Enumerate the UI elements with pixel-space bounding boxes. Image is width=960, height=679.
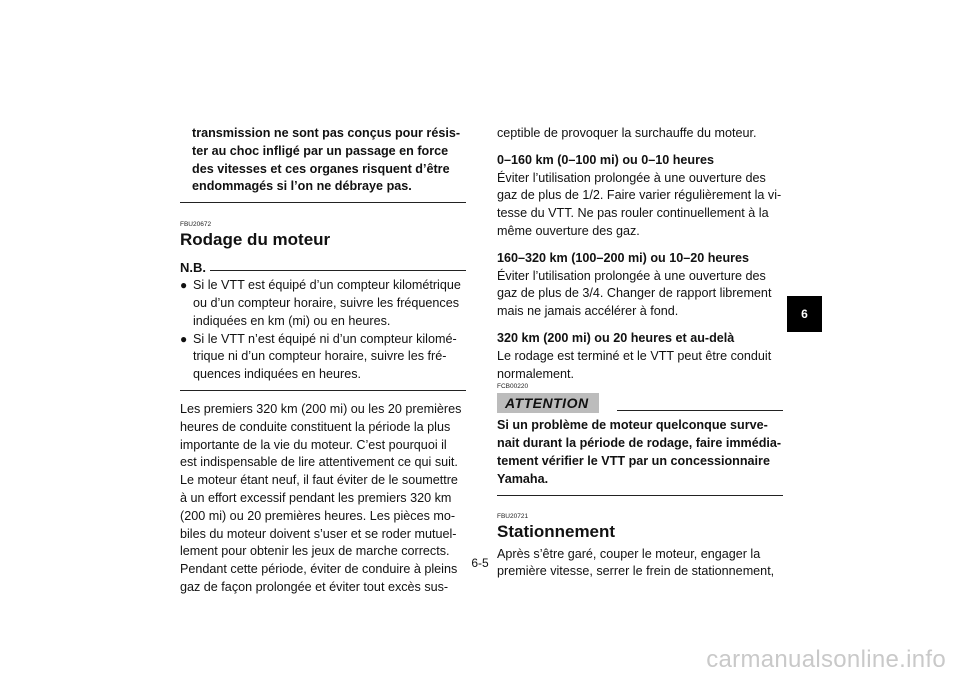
text-line: Si un problème de moteur quelconque surve- <box>497 418 768 433</box>
text-line: première vitesse, serrer le frein de stationnement, <box>497 564 775 579</box>
paragraph <box>497 348 783 384</box>
section-heading: Rodage du moteur <box>180 230 331 250</box>
text-line: ceptible de provoquer la surchauffe du moteur. <box>497 126 757 140</box>
chapter-tab: 6 <box>787 296 822 332</box>
text-line: tesse du VTT. Ne pas rouler continuellement à la <box>497 206 769 221</box>
page-number: 6-5 <box>471 556 489 570</box>
text-line: transmission ne sont pas conçus pour résis- <box>192 126 461 140</box>
note-end-rule <box>180 390 466 391</box>
text-line: ter au choc infligé par un passage en force <box>192 143 449 158</box>
text-line: importante de la vie du moteur. C’est pourquoi il <box>180 437 447 452</box>
text-line: lement pour obtenir les jeux de marche corrects. <box>180 544 450 559</box>
warning-continuation <box>180 125 466 196</box>
note-bullet-2 <box>180 331 466 384</box>
text-line: Les premiers 320 km (200 mi) ou les 20 premières <box>180 401 462 416</box>
attention-header <box>497 393 783 413</box>
attention-text <box>497 417 783 488</box>
text-line: trique ni d’un compteur horaire, suivre les fré- <box>193 349 447 364</box>
text-line: même ouverture des gaz. <box>497 223 640 238</box>
text-line: est indispensable de lire attentivement ce qui suit. <box>180 455 458 470</box>
text-line: normalement. <box>497 366 574 381</box>
text-line: tement vérifier le VTT par un concessionnaire <box>497 453 770 468</box>
text-line: Pendant cette période, éviter de conduire à pleins <box>180 562 458 577</box>
text-line: gaz de plus de 3/4. Changer de rapport librement <box>497 286 772 301</box>
subheading: 320 km (200 mi) ou 20 heures et au-delà <box>497 330 735 345</box>
text-line: Le rodage est terminé et le VTT peut être conduit <box>497 348 772 363</box>
text-line: gaz de façon prolongée et éviter tout excès sus- <box>180 579 449 594</box>
paragraph <box>497 170 783 241</box>
text-line: Le moteur étant neuf, il faut éviter de le soumettre <box>180 473 458 488</box>
text-line: heures de conduite constituent la période la plus <box>180 419 451 434</box>
paragraph <box>497 268 783 321</box>
text-line: Si le VTT n’est équipé ni d’un compteur kilomé- <box>193 331 457 346</box>
text-line: quences indiquées en heures. <box>193 367 362 382</box>
text-line: (200 mi) ou 20 premières heures. Les pièces mo- <box>180 508 456 523</box>
text-line: Après s’être garé, couper le moteur, engager la <box>497 546 761 561</box>
bullet-icon: ● <box>180 278 188 293</box>
section-code: FCB00220 <box>497 383 529 391</box>
text-line: nait durant la période de rodage, faire immédia- <box>497 436 782 451</box>
note-bullet-1 <box>180 277 466 330</box>
text-line: biles du moteur doivent s’user et se roder mutuel- <box>180 526 457 541</box>
text-line: Yamaha. <box>497 471 549 486</box>
section-code: FBU20721 <box>497 512 529 520</box>
watermark: carmanualsonline.info <box>706 646 946 673</box>
section-code: FBU20672 <box>180 221 212 229</box>
text-line: Éviter l’utilisation prolongée à une ouverture des <box>497 268 766 283</box>
left-column <box>180 125 466 597</box>
attention-rule <box>617 410 783 411</box>
right-column <box>497 125 783 581</box>
text-line: indiquées en km (mi) ou en heures. <box>193 313 391 328</box>
text-line: Si le VTT est équipé d’un compteur kilométrique <box>193 278 461 293</box>
subheading: 0–160 km (0–100 mi) ou 0–10 heures <box>497 152 715 167</box>
note-rule <box>210 270 466 271</box>
text-line: endommagés si l’on ne débraye pas. <box>192 179 412 194</box>
note-label: N.B. <box>180 260 206 276</box>
subheading: 160–320 km (100–200 mi) ou 10–20 heures <box>497 250 750 265</box>
text-line: Éviter l’utilisation prolongée à une ouverture des <box>497 170 766 185</box>
attention-label: ATTENTION <box>497 393 599 413</box>
section-heading: Stationnement <box>497 521 616 541</box>
note-header <box>180 260 466 275</box>
text-line: mais ne jamais accélérer à fond. <box>497 304 679 319</box>
bullet-icon: ● <box>180 331 188 346</box>
text-line: des vitesses et ces organes risquent d’être <box>192 161 450 176</box>
text-line: à un effort excessif pendant les premiers 320 km <box>180 490 452 505</box>
text-line: ou d’un compteur horaire, suivre les fréquences <box>193 295 460 310</box>
text-line: gaz de plus de 1/2. Faire varier régulièrement la vi- <box>497 188 782 203</box>
